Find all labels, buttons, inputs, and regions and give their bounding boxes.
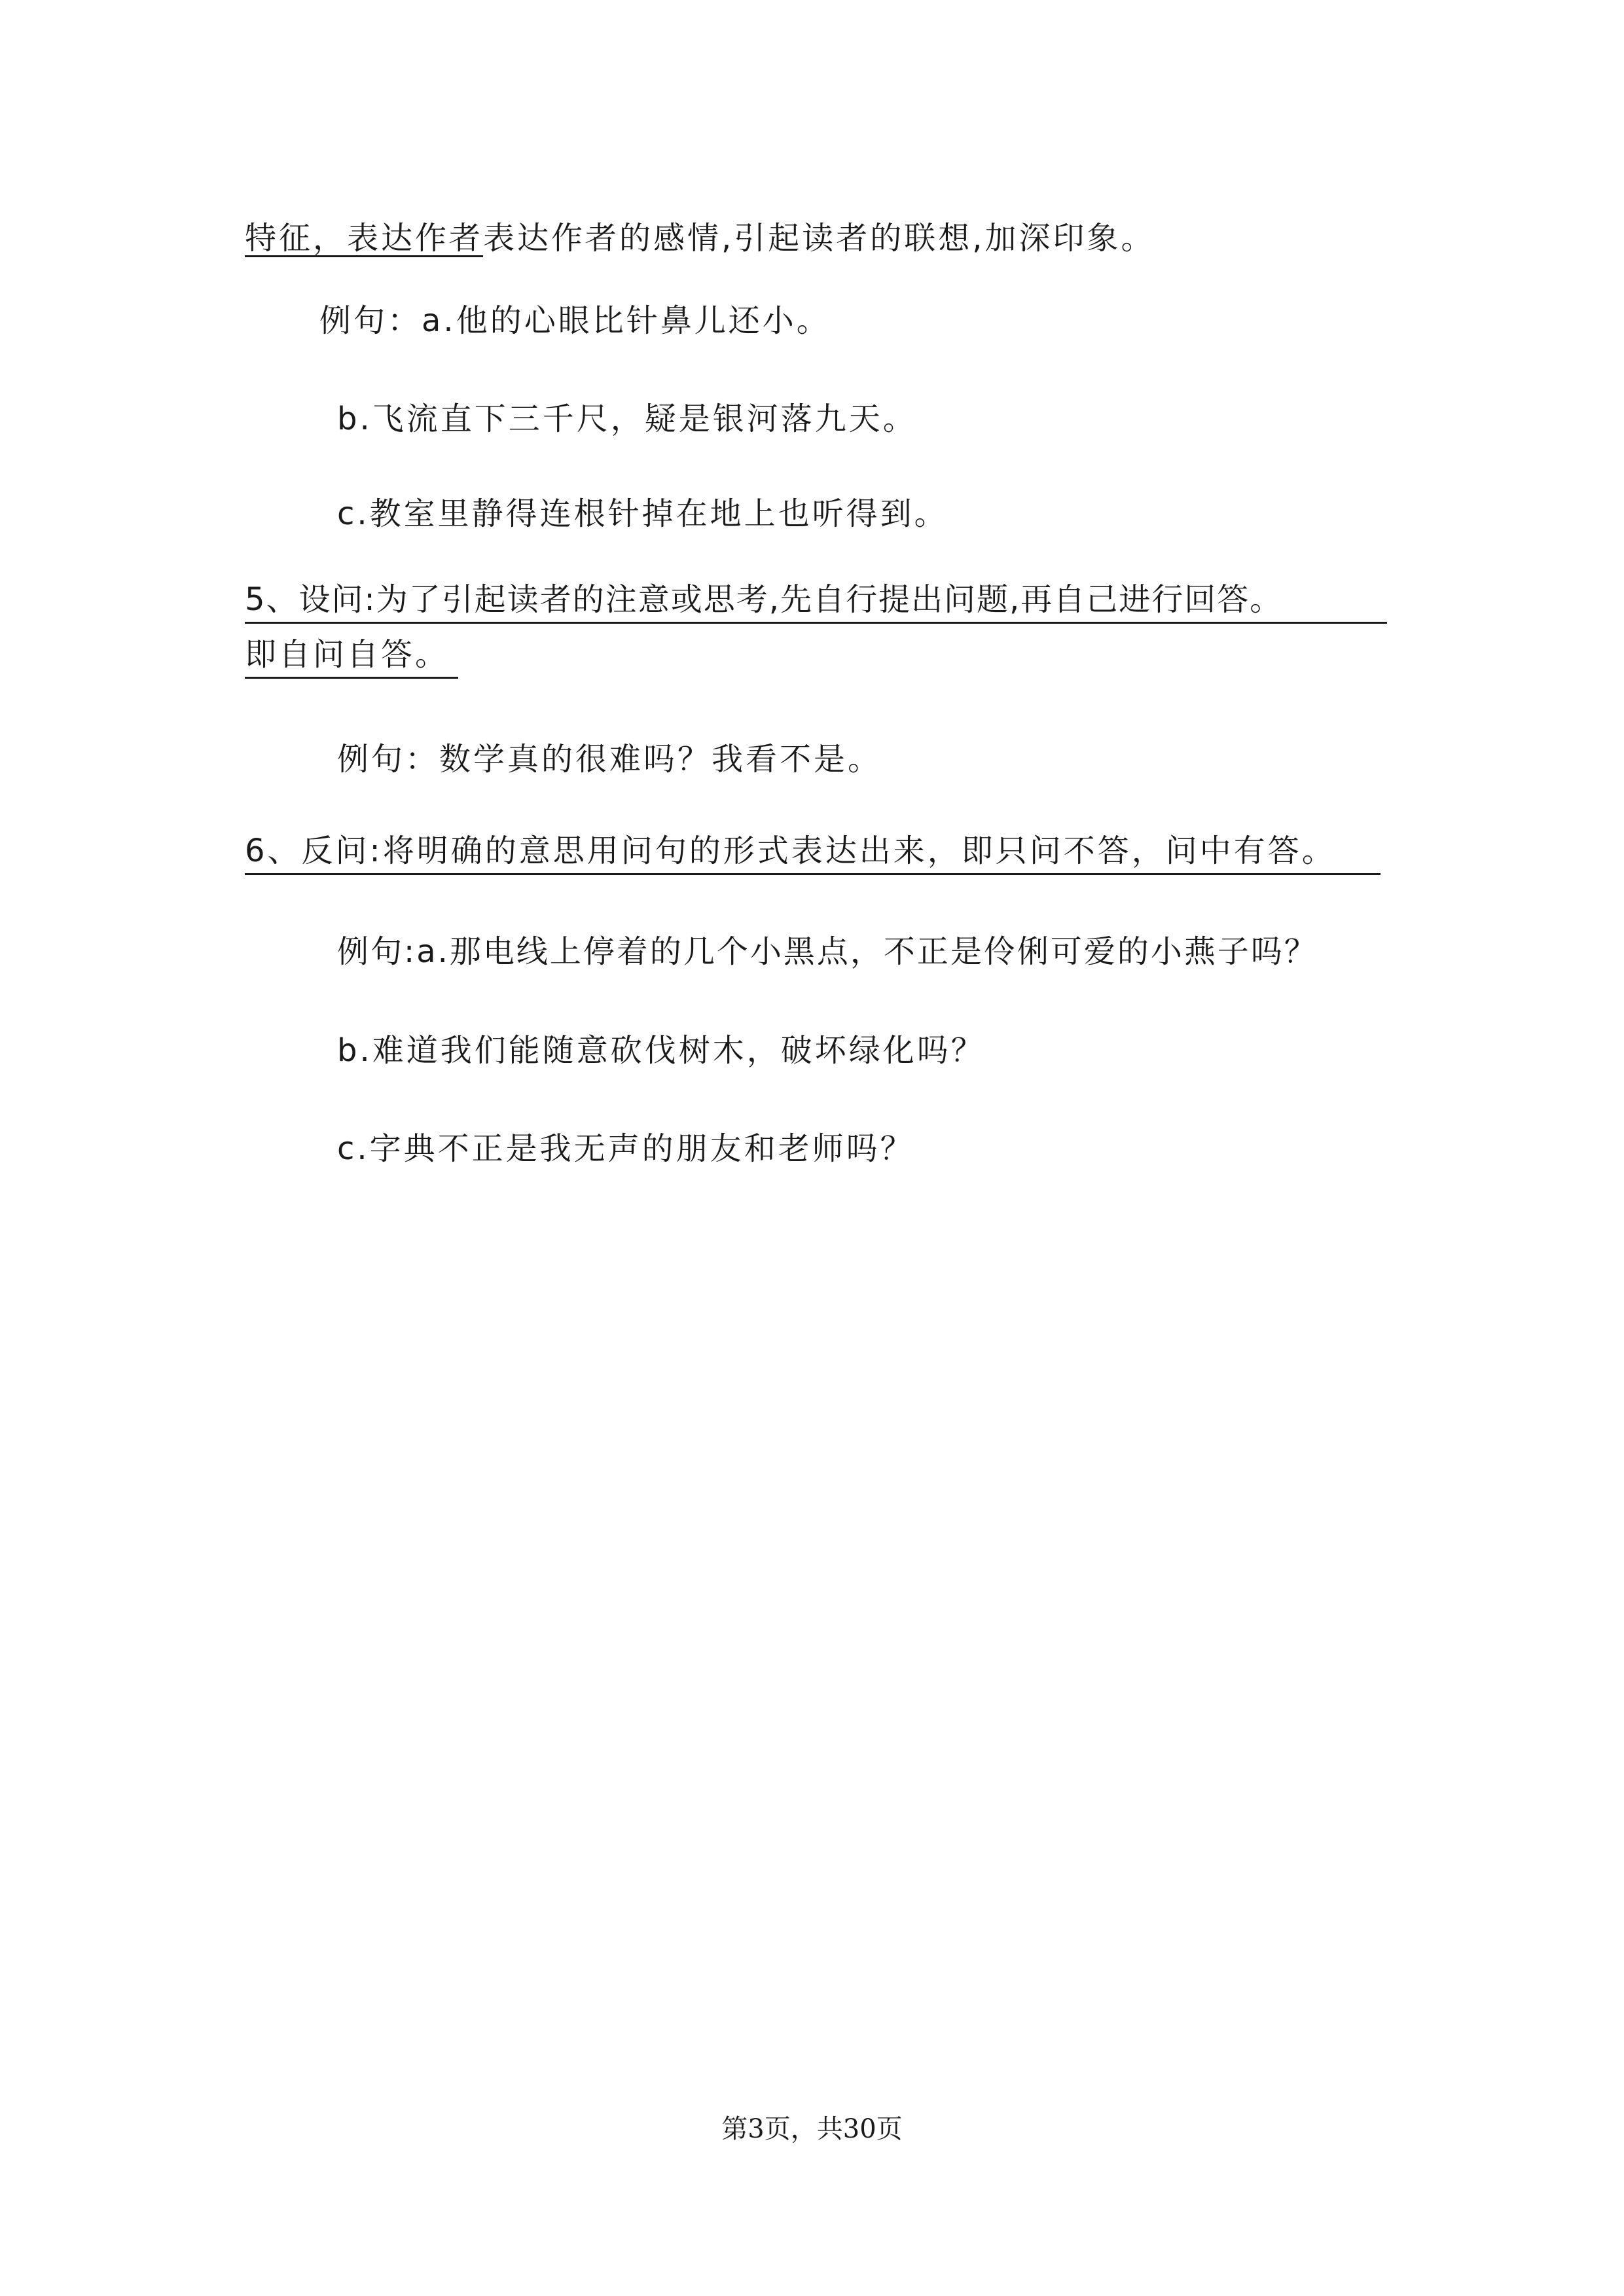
item-5-definition-cont <box>245 635 458 679</box>
example-sentence: 数学真的很难吗？我看不是。 <box>439 741 882 778</box>
example-label: 例句: <box>337 933 417 970</box>
example-3c-line <box>337 1129 914 1168</box>
example-sentence: b.难道我们能随意砍伐树木，破坏绿化吗？ <box>337 1032 985 1069</box>
example-3b-line <box>337 1031 985 1070</box>
item-5-text-cont: 即自问自答。 <box>245 636 450 673</box>
example-sentence: a.那电线上停着的几个小黑点，不正是伶俐可爱的小燕子吗？ <box>416 933 1318 970</box>
example-sentence: a.他的心眼比针鼻儿还小。 <box>422 302 831 339</box>
example-1b-line <box>337 399 917 439</box>
example-label: 例句： <box>337 741 440 778</box>
example-label: 例句： <box>319 302 422 339</box>
example-1c-line <box>337 494 948 533</box>
item-5-definition <box>245 580 1387 624</box>
item-6-text: 6、反问:将明确的意思用问句的形式表达出来，即只问不答，问中有答。 <box>245 833 1336 869</box>
example-1a-line <box>319 301 831 340</box>
page-number-footer: 第3页，共30页 <box>721 2114 903 2144</box>
example-sentence: c.字典不正是我无声的朋友和老师吗？ <box>337 1130 914 1167</box>
example-2-line <box>337 740 882 779</box>
example-sentence: c.教室里静得连根针掉在地上也听得到。 <box>337 495 948 532</box>
item-6-definition <box>245 831 1380 875</box>
item-5-text: 5、设问:为了引起读者的注意或思考,先自行提出问题,再自己进行回答。 <box>245 581 1283 618</box>
example-3a-line <box>337 932 1318 971</box>
paragraph-continuation <box>245 219 1155 258</box>
paragraph-text: 表达作者的感情,引起读者的联想,加深印象。 <box>483 220 1155 257</box>
example-sentence: b.飞流直下三千尺，疑是银河落九天。 <box>337 401 917 437</box>
underlined-text: 特征，表达作者 <box>245 220 484 257</box>
